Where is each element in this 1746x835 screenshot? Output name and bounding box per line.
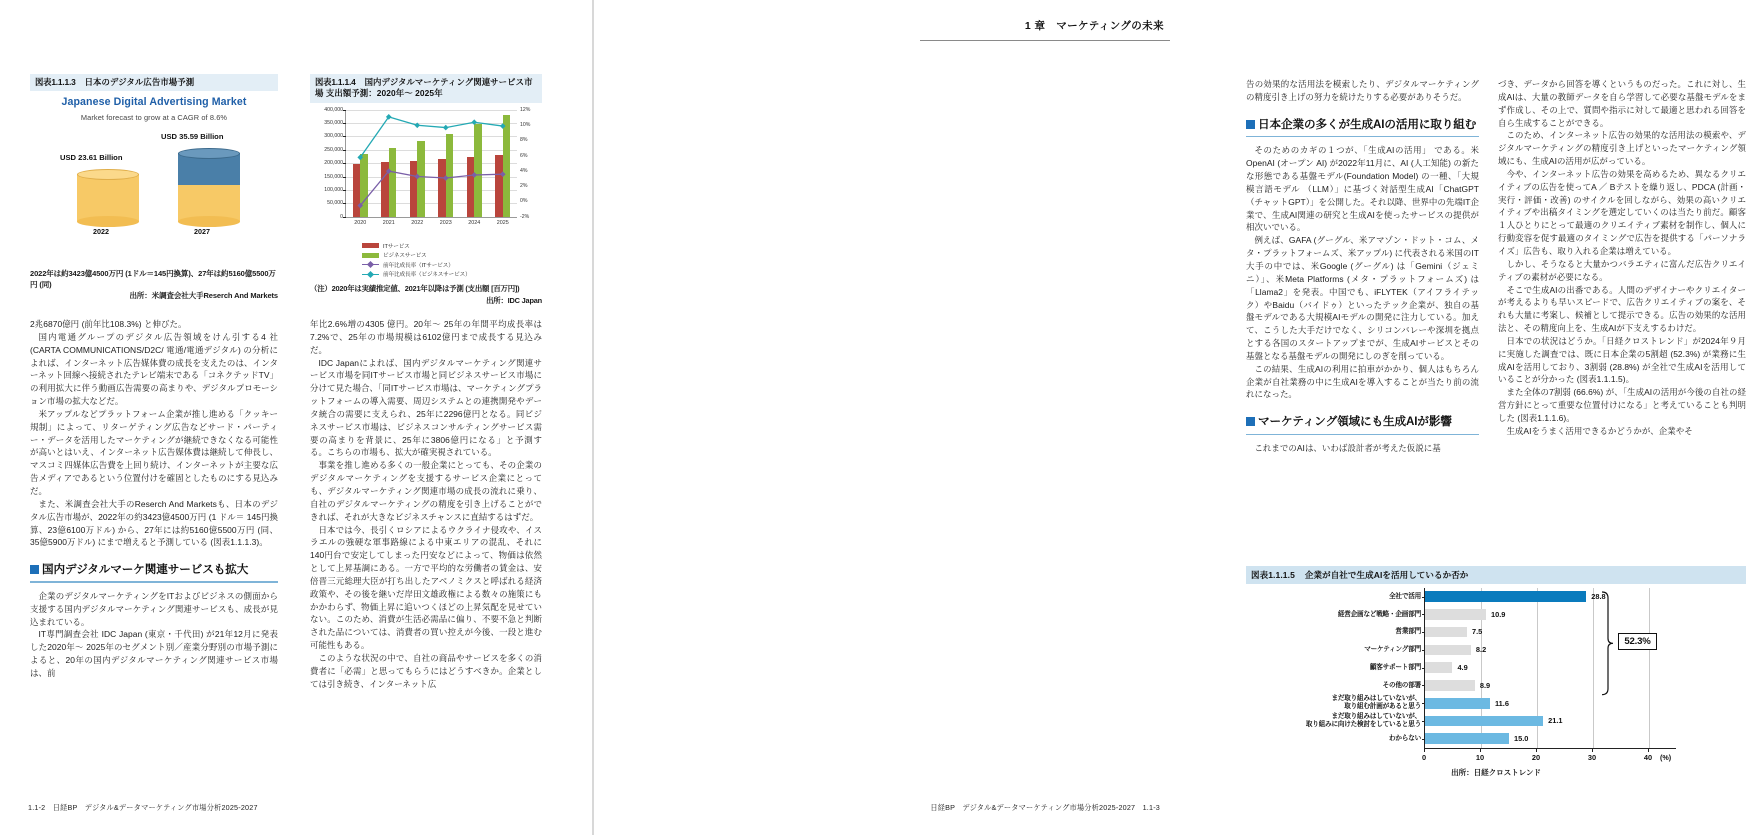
callout-52-3-percent: 52.3% [1618, 633, 1656, 650]
heading-rule [1246, 434, 1479, 435]
tick-mark [1422, 685, 1425, 686]
paragraph: そのためのカギの１つが、「生成AIの活用」 である。米OpenAI (オープン AI) が2022年11月に、AI (人工知能) の新たな形態である基盤モデル(Foundation Model) の一種、「大規模言語モデル （LLM）」に基づく対話型生成AI「ChatGPT（チャットGPT）」を公開した。それ以降、世界中の先端IT企業で、生成AI関連の研究と生成AIを使ったサービスの提供が相次いでいる。 [1246, 145, 1479, 233]
figure-1-1-1-4-legend [310, 242, 542, 279]
paragraph: 国内電通グループのデジタル広告領域をけん引する4 社 (CARTA COMMUNICATIONS/D2C/ 電通/電通デジタル) の分析によれば、インターネット広告媒体費の成長を支えたのは、インターネット回線へ接続されたテレビ端末である「コネクテッドTV」の利用拡大に伴う動画広告需要の高まりや、デジタルプロモーション市場の拡大などだ。 [30, 331, 278, 407]
bar [1425, 733, 1509, 744]
bar-value: 11.6 [1494, 698, 1509, 708]
gridline [1649, 588, 1650, 748]
paragraph: この結果、生成AIの利用に拍車がかかり、個人はもちろん企業が自社業務の中に生成AIを導入することが当たり前の流れになった。 [1246, 363, 1479, 400]
section-heading-1 [30, 562, 278, 583]
bar-value: 8.2 [1475, 645, 1487, 655]
category-label: 営業部門 [1395, 628, 1421, 636]
category-label: その他の部署 [1382, 681, 1421, 689]
tick-mark [1422, 650, 1425, 651]
category-label: まだ取り組みはしていないが、 取り組む計画があると思う [1331, 695, 1421, 711]
y2-axis-tick: 0% [520, 198, 528, 205]
y-axis-tick: 250,000 [324, 146, 343, 153]
x-axis-tick: 2025 [496, 219, 509, 226]
page-left [0, 0, 593, 835]
legend-item-growth-it [362, 261, 542, 269]
figure-1-1-1-5-category-labels [1246, 588, 1421, 748]
figure-1-1-1-4-source: 出所：IDC Japan [486, 295, 542, 305]
paragraph: 今や、インターネット広告の効果を高めるため、異なるクリエイティブの広告を使ってA ／ Bテストを繰り返し、PDCA (計画・実行・評価・改善) のサイクルを回しながら、効果の高いクリエイティブや出稿タイミングを選定していくのは当たり前だ。顧客１人ひとりにとって最適のクリエイティブ素材を制作し、個人に行動変容を促す最適のタイミングで広告を提供する「パーソナライズ」広告も、取り入れる企業は増えている。 [1498, 168, 1746, 256]
paragraph: 日本での状況はどうか。「日経クロストレンド」が2024年９月に実施した調査では、既に日本企業の5割超 (52.3%) が業務に生成AIを活用しており、3割弱 (28.8%) が全社で生成AIを活用していることが分かった (図表1.1.1.5)。 [1498, 335, 1746, 385]
heading-rule [1246, 136, 1479, 137]
x-axis-tick: 10 [1475, 753, 1485, 762]
paragraph: 告の効果的な活用法を模索したり、デジタルマーケティングの精度引き上げの努力を続けたりする必要がありそうだ。 [1246, 79, 1479, 102]
paragraph: 日本では今、長引くロシアによるウクライナ侵攻や、イスラエルの強硬な軍事路線による中東エリアの混乱、それに140円台で安定してしまった円安などによって、物価は依然として上昇基調にある。一方で平均的な労働者の賃金は、安倍晋三元総理大臣が打ち出したアベノミクスと呼ばれる経済政策や、その後を継いだ岸田文雄政権による数々の施策にもかかわらず、物価上昇に追いつくほどの上昇気配を見せていない。このため、消費が生活必需品に偏り、不要不急と判断された品については、消費者の買い控えが今後、一段と進む可能性もある。 [310, 524, 542, 651]
body-column-1 [30, 318, 278, 680]
bar [1425, 698, 1490, 709]
paragraph: このような状況の中で、自社の商品やサービスを多くの消費者に「必需」と思ってもらうにはどうすべきか。企業としては引き続き、インターネット広 [310, 652, 542, 689]
legend-line-purple [362, 262, 379, 268]
y2-axis-tick: 10% [520, 121, 531, 128]
paragraph: 年比2.6%増の4305 億円。20年〜 25年の年間平均成長率は7.2%で、25年の市場規模は6102億円まで成長する見込みだ。 [310, 319, 542, 355]
figure-1-1-1-3-number: 図表1.1.1.3 [35, 77, 76, 87]
paragraph: IDC Japanによれば、国内デジタルマーケティング関連サービス市場を同ITサービス市場と同ビジネスサービス市場に分けて見た場合、「同ITサービス市場は、マーケティングプラットフォームの導入需要、周辺システムとの連携開発やデータ統合の需要に支えられ、25年に2296億円となる。同ビジネスサービス市場は、ビジネスコンサルティングサービス需要の高まりを背景に、25年に3806億円になる」と予測する。こちらの市場も、拡大が確実視されている。 [310, 357, 542, 458]
cylinder-2027-blue [178, 148, 240, 190]
y-axis-tick: 200,000 [324, 160, 343, 167]
category-label: マーケティング部門 [1364, 646, 1421, 654]
y-axis-tick: 50,000 [327, 200, 343, 207]
legend-item-it-service [362, 242, 542, 250]
x-axis-unit: (%) [1660, 753, 1672, 762]
figure-1-1-1-3-subtitle-en: Market forecast to grow at a CAGR of 8.6% [80, 113, 228, 123]
figure-1-1-1-3 [30, 74, 278, 299]
figure-1-1-1-5-caption-text: 企業が自社で生成AIを活用しているか否か [1304, 570, 1469, 580]
x-axis-line [1424, 748, 1676, 749]
line-overlay [346, 110, 517, 217]
figure-1-1-1-4-number: 図表1.1.1.4 [315, 77, 356, 87]
legend-label: 前年比成長率（ビジネスサービス） [383, 272, 471, 279]
figure-1-1-1-3-note: 2022年は約3423億4500万円 (1ドル＝145円換算)、27年は約5160億5500万円 (同) [30, 269, 276, 289]
tick-mark [1422, 632, 1425, 633]
bar [1425, 591, 1586, 602]
heading-square-icon [1246, 120, 1255, 129]
x-axis-tick: 2022 [411, 219, 424, 226]
legend-label: ITサービス [383, 243, 410, 250]
paragraph: これまでのAIは、いわば設計者が考えた仮説に基 [1254, 442, 1441, 453]
figure-1-1-1-3-plot [30, 126, 278, 238]
body-column-4 [1498, 78, 1746, 438]
gridline [1593, 588, 1594, 748]
paragraph: づき、データから回答を導くというものだった。これに対し、生成AIは、大量の教師データを自ら学習して必要な基盤モデルをまず作成し、その上で、質問や指示に対して最適と思われる回答を自ら生成することができる。 [1498, 79, 1746, 128]
y-axis-tick: 400,000 [324, 106, 343, 113]
bar-value-2027: USD 35.59 Billion [161, 132, 224, 142]
x-axis-tick: 0 [1421, 753, 1427, 762]
paragraph: 例えば、GAFA (グーグル、米アマゾン・ドット・コム、メタ・プラットフォームズ、米アップル) に代表される米国のIT大手の中では、米Google (グーグル) は「Gemini（ジェミニ）」、米Meta Platforms (メタ・プラットフォームズ) は 「Llama2」を発表。中国でも、iFLYTEK（アイフライテック）やBaidu（バイドゥ）といったテック企業が、独自の基盤モデルである大規模AIモデルの開発に注力している。加えて、こうした大手だけでなく、シリコンバレーや深圳を拠点とする各国のスタートアップまでが、生成AIサービスとその基盤となる基盤モデルの開発にしのぎを削っている。 [1246, 235, 1479, 361]
bar [1425, 645, 1471, 656]
tick-mark [1422, 721, 1425, 722]
figure-1-1-1-5-number: 図表1.1.1.5 [1251, 570, 1295, 580]
figure-1-1-1-3-body [30, 96, 278, 254]
bar-value: 7.5 [1472, 627, 1483, 637]
tick-mark [1422, 614, 1425, 615]
figure-1-1-1-5-plot-area [1424, 588, 1676, 748]
legend-swatch-red [362, 243, 379, 248]
paragraph: そこで生成AIの出番である。人間のデザイナーやクリエイターが考えるよりも早いスピードで、広告クリエイティブの案を、それも大量に考案し、候補として提示できる。広告の効果的な活用法と、その精度向上を、生成AIが下支えするわけだ。 [1498, 284, 1746, 334]
heading-square-icon [30, 565, 39, 574]
tick-mark [1424, 748, 1425, 752]
bar [1425, 716, 1543, 727]
figure-1-1-1-3-source: 出所：米調査会社大手Reserch And Markets [129, 291, 278, 301]
cylinder-2027-yellow [178, 185, 240, 227]
bar [1425, 609, 1486, 620]
bar-value: 4.9 [1457, 663, 1468, 673]
x-axis-tick: 2021 [382, 219, 395, 226]
heading-square-icon [1246, 417, 1255, 426]
figure-1-1-1-4-chart [310, 106, 542, 238]
y2-axis-tick: 12% [520, 106, 531, 113]
tick-mark [343, 217, 346, 218]
paragraph: 事業を推し進める多くの一般企業にとっても、その企業のデジタルマーケティングを支援するサービス企業にとっても、デジタルマーケティング関連市場の成長の流れに乗り、自社のデジタルマーケティングの精度を引き上げることができれば、それが大きなビジネスチャンスに直結するはずだ。 [310, 460, 542, 522]
tick-mark [1592, 748, 1593, 752]
paragraph: 生成AIをうまく活用できるかどうかが、企業やそ [1506, 425, 1693, 436]
x-axis-tick: 30 [1587, 753, 1597, 762]
bar-value-2022: USD 23.61 Billion [60, 153, 123, 163]
paragraph: また、米調査会社大手のReserch And Marketsも、日本のデジタル広告市場が、2022年の約3423億4500万円 (1 ドル＝ 145円換算、23億6100万ドル) から、27年には約5160億5500万円 (同、35億5900万ドル) にまで増えると予測している (図表1.1.1.3)。 [30, 498, 278, 548]
figure-1-1-1-5-source: 出所：日経クロストレンド [1451, 768, 1541, 777]
y2-axis-tick: 2% [520, 183, 528, 190]
figure-1-1-1-4-caption-text: 国内デジタルマーケティング関連サービス市場 支出額予測：2020年〜 2025年 [315, 77, 533, 99]
category-label: 顧客サポート部門 [1369, 663, 1421, 671]
tick-mark [1422, 739, 1425, 740]
legend-label: ビジネスサービス [383, 253, 427, 260]
x-axis-tick: 2023 [439, 219, 452, 226]
header-rule [920, 40, 1170, 41]
body-column-2 [310, 318, 542, 690]
footer-right: 日経BP デジタル&データマーケティング市場分析2025-2027 1.1-3 [930, 803, 1160, 812]
category-label: 全社で活用 [1389, 592, 1421, 600]
section-heading-2-title [1246, 117, 1479, 132]
bar-label-2022: 2022 [93, 227, 109, 237]
heading-text: 国内デジタルマーケ関連サービスも拡大 [42, 563, 249, 577]
figure-1-1-1-3-caption [30, 74, 278, 91]
category-label: まだ取り組みはしていないが、 取り組みに向けた検討をしていると思う [1305, 713, 1421, 729]
footer-left: 1.1-2 日経BP デジタル&データマーケティング市場分析2025-2027 [28, 803, 258, 812]
paragraph: また全体の7割弱 (66.6%) が、「生成AIの活用が今後の自社の経営方針にとって重要な位置付けになる」と考えていることも判明した (図表1.1.1.6)。 [1498, 387, 1746, 423]
x-axis-tick: 40 [1643, 753, 1653, 762]
bar [1425, 627, 1467, 638]
figure-1-1-1-3-title-en: Japanese Digital Advertising Market [61, 96, 247, 109]
tick-mark [1648, 748, 1649, 752]
bar [1425, 662, 1452, 673]
paragraph: IT専門調査会社 IDC Japan (東京・千代田) が21年12月に発表した2020年〜 2025年のセグメント別／産業分野別の市場予測によると、20年の国内デジタルマーケティング関連サービス市場は、前 [30, 629, 278, 678]
tick-mark [1422, 597, 1425, 598]
section-heading-3-title [1246, 414, 1479, 429]
paragraph: このため、インターネット広告の効果的な活用法の模索や、デジタルマーケティングの精度引き上げといったマーケティング領域にも、生成AIの活用が広がっている。 [1498, 130, 1746, 167]
tick-mark [1480, 748, 1481, 752]
cylinder-2022 [77, 169, 139, 227]
paragraph: 米アップルなどプラットフォーム企業が推し進める「クッキー規制」によって、リターゲティング広告などサード・パーティー・データを活用したマーケティングが継続できなくなる可能性が高いとはいえ、インターネット広告媒体費は継続して伸長し、マスコミ四媒体広告費を上回り続け、インターネットが主要な広告メディアであるという位置付けを確固としたものにする見込みだ。 [30, 408, 278, 496]
tick-mark [1422, 703, 1425, 704]
category-label: わからない [1389, 734, 1421, 742]
bar-value: 28.8 [1591, 591, 1606, 601]
y2-axis-tick: 4% [520, 167, 528, 174]
figure-1-1-1-3-caption-text: 日本のデジタル広告市場予測 [84, 77, 195, 87]
legend-line-teal [362, 271, 379, 277]
section-heading-1-title [30, 562, 278, 577]
y-axis-tick: 350,000 [324, 120, 343, 127]
bar-value: 10.9 [1491, 609, 1506, 619]
figure-1-1-1-4-note: （注）2020年は実績推定値、2021年以降は予測 (支出額 [百万円]) [310, 284, 520, 294]
paragraph: 企業のデジタルマーケティングをITおよびビジネスの側面から支援する国内デジタルマーケティング関連サービスも、成長が見込まれている。 [30, 590, 278, 627]
body-column-3 [1246, 78, 1479, 455]
tick-mark [1422, 668, 1425, 669]
paragraph: しかし、そうなると大量かつバラエティに富んだ広告クリエイティブの素材が必要になる。 [1498, 258, 1746, 282]
figure-1-1-1-4-plot-area [324, 106, 531, 226]
y-axis-tick: 300,000 [324, 133, 343, 140]
tick-mark [1536, 748, 1537, 752]
heading-rule [30, 581, 278, 582]
brace-bracket [1600, 590, 1616, 697]
legend-item-growth-business [362, 270, 542, 278]
heading-text: 日本企業の多くが生成AIの活用に取り組む [1258, 117, 1477, 131]
figure-1-1-1-4 [310, 74, 542, 306]
figure-1-1-1-4-caption [310, 74, 542, 103]
paragraph: 2兆6870億円 (前年比108.3%) と伸びた。 [30, 319, 187, 329]
y-axis-tick: 150,000 [324, 173, 343, 180]
y-axis-tick: 0 [340, 213, 343, 220]
category-label: 経営企画など戦略・企画部門 [1337, 610, 1421, 618]
x-axis-tick: 20 [1531, 753, 1541, 762]
legend-item-business-service [362, 251, 542, 259]
x-axis-tick: 2024 [468, 219, 481, 226]
page-right [593, 0, 1746, 835]
legend-label: 前年比成長率（ITサービス） [383, 262, 454, 269]
y2-axis-tick: 8% [520, 137, 528, 144]
bar-value: 8.9 [1479, 680, 1491, 690]
bar-value: 15.0 [1514, 734, 1529, 744]
bar-value: 21.1 [1548, 716, 1563, 726]
section-heading-2 [1246, 117, 1479, 138]
legend-swatch-green [362, 253, 379, 258]
bar-label-2027: 2027 [194, 227, 210, 237]
y2-axis-tick: -2% [520, 213, 530, 220]
bar [1425, 680, 1475, 691]
figure-1-1-1-5 [1246, 566, 1746, 778]
x-axis-tick: 2020 [354, 219, 367, 226]
y2-axis-tick: 6% [520, 152, 528, 159]
figure-1-1-1-5-chart [1246, 588, 1746, 763]
heading-text: マーケティング領域にも生成AIが影響 [1258, 415, 1452, 429]
y-axis-tick: 100,000 [324, 186, 343, 193]
section-heading-3 [1246, 414, 1479, 435]
figure-1-1-1-5-caption [1246, 566, 1746, 584]
page-header-chapter: 1 章 マーケティングの未来 [1024, 20, 1164, 32]
